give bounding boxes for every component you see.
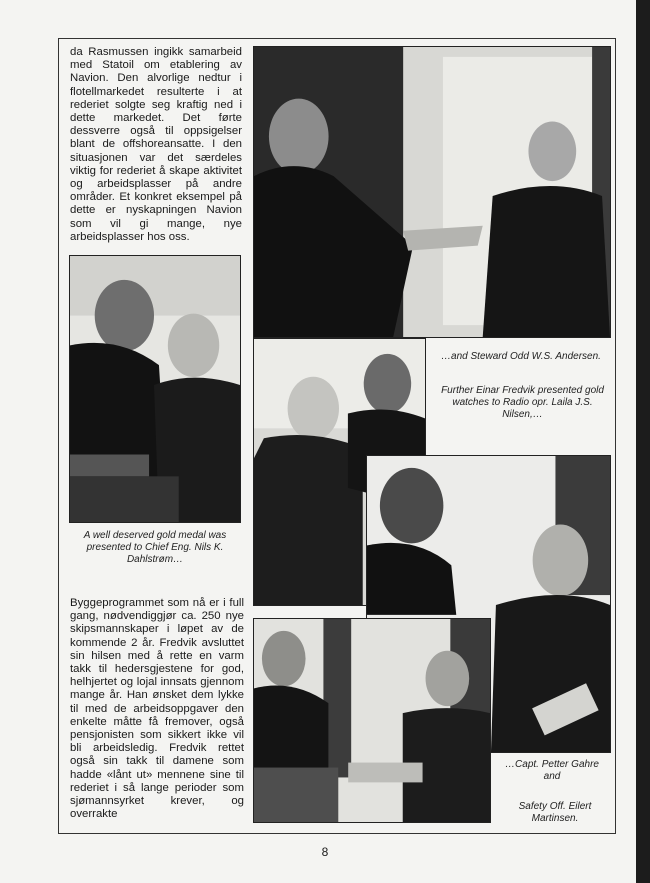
photo-gold-medal [69, 255, 241, 523]
article-text-bottom [70, 597, 244, 821]
caption-safety-officer: Safety Off. Eilert Martinsen. [518, 801, 592, 824]
page-number: 8 [321, 845, 329, 859]
article-paragraph-top: da Rasmussen ingikk samarbeid med Statoil om etablering av Navion. Den alvorlige nedtur i flotellmarkedet resulterte i at rederiet solgte seg kraftig ned i dette markedet. Det førte dessverre også til oppsigelser blant de offshoreansatte. I den situasjonen var det særdeles viktig for rederiet å skape aktivitet og arbeidsplasser på andre områder. Et konkret eksempel på dette er nyskapningen Navion som vil gi mange, nye arbeidsplasser hos oss. [70, 46, 242, 243]
caption-gold-medal: A well deserved gold medal was presented to Chief Eng. Nils K. Dahlstrøm… [83, 530, 227, 565]
caption-captain-line: …Capt. Petter Gahre [505, 759, 599, 770]
caption-captain [494, 759, 610, 783]
article-text-top [70, 46, 242, 244]
article-paragraph-bottom: Byggeprogrammet som nå er i full gang, nødvendiggjør ca. 250 nye skipsmannskaper i løpet av de kommende 2 år. Fredvik avsluttet sin hilsen med å rette en varm takk til hedersgjestene for god, helhjertet og lojal innsats gjennom mange år. Han ønsket dem lykke til med de arbeidsoppgaver den enkelte måtte få fremover, også pensjonisten som sikkert ikke vil bli arbeidsledig. Fredvik rettet også sin takk til damene som hadde «lånt ut» mennene sine til rederiet i så lange perioder som sjømannsyrket krever, og overrakte [70, 597, 244, 821]
photo-safety-officer [253, 618, 491, 823]
caption-gold-watches: Further Einar Fredvik presented gold watches to Radio opr. Laila J.S. Nilsen,… [441, 385, 604, 420]
caption-steward: …and Steward Odd W.S. Andersen. [441, 351, 601, 362]
photo-handshake-steward [253, 46, 611, 338]
caption-and: and [543, 771, 561, 782]
page-edge-bar [636, 0, 650, 883]
